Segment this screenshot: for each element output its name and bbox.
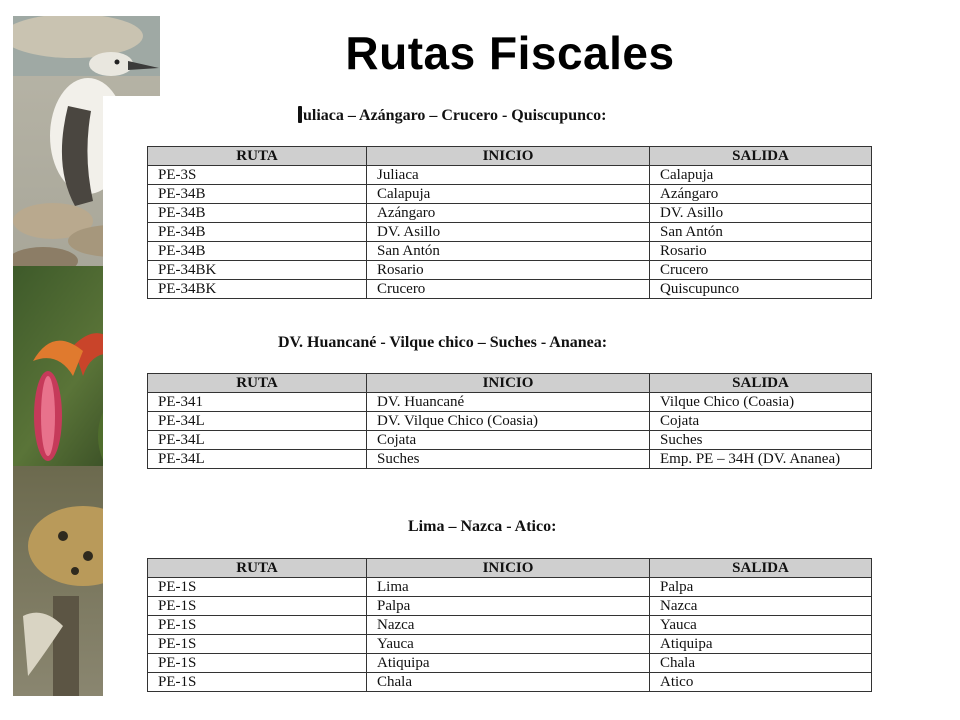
column-header-ruta: RUTA: [148, 147, 367, 166]
cell-ruta: PE-1S: [148, 635, 367, 654]
cell-ruta: PE-34B: [148, 204, 367, 223]
cell-inicio: Rosario: [367, 261, 650, 280]
cell-salida: San Antón: [650, 223, 872, 242]
cell-inicio: Atiquipa: [367, 654, 650, 673]
cell-ruta: PE-34L: [148, 412, 367, 431]
cell-salida: Calapuja: [650, 166, 872, 185]
cell-inicio: Crucero: [367, 280, 650, 299]
cell-ruta: PE-1S: [148, 578, 367, 597]
route-table-lima: [147, 558, 872, 692]
cell-inicio: Yauca: [367, 635, 650, 654]
text-cursor-icon: [298, 106, 302, 123]
cell-salida: Vilque Chico (Coasia): [650, 393, 872, 412]
column-header-inicio: INICIO: [367, 374, 650, 393]
page-title: Rutas Fiscales: [345, 27, 675, 79]
table-row: [148, 616, 872, 635]
cell-salida: DV. Asillo: [650, 204, 872, 223]
cell-salida: Palpa: [650, 578, 872, 597]
cell-ruta: PE-3S: [148, 166, 367, 185]
section-heading-huancane: DV. Huancané - Vilque chico – Suches - Ananea:: [278, 334, 608, 351]
table-row: [148, 166, 872, 185]
table-row: [148, 204, 872, 223]
cell-inicio: Palpa: [367, 597, 650, 616]
cell-inicio: Chala: [367, 673, 650, 692]
table-row: [148, 597, 872, 616]
column-header-salida: SALIDA: [650, 147, 872, 166]
route-table-huancane: [147, 373, 872, 469]
table-row: [148, 280, 872, 299]
cell-ruta: PE-34BK: [148, 280, 367, 299]
cell-ruta: PE-34L: [148, 431, 367, 450]
table-header-row: [148, 559, 872, 578]
column-header-ruta: RUTA: [148, 559, 367, 578]
section-heading-text: uliaca – Azángaro – Crucero - Quiscupunco:: [303, 107, 607, 124]
cell-inicio: DV. Huancané: [367, 393, 650, 412]
table-row: [148, 578, 872, 597]
cell-salida: Crucero: [650, 261, 872, 280]
cell-ruta: PE-34BK: [148, 261, 367, 280]
cell-salida: Nazca: [650, 597, 872, 616]
section-heading-lima: Lima – Nazca - Atico:: [408, 518, 557, 535]
table-row: [148, 393, 872, 412]
cell-salida: Atiquipa: [650, 635, 872, 654]
column-header-salida: SALIDA: [650, 559, 872, 578]
table-row: [148, 261, 872, 280]
cell-salida: Yauca: [650, 616, 872, 635]
table-row: [148, 654, 872, 673]
column-header-salida: SALIDA: [650, 374, 872, 393]
cell-ruta: PE-34B: [148, 242, 367, 261]
nature-photo-strip: [13, 16, 160, 696]
cell-ruta: PE-1S: [148, 597, 367, 616]
section-heading-juliaca: [298, 106, 606, 125]
cell-ruta: PE-34B: [148, 223, 367, 242]
column-header-inicio: INICIO: [367, 559, 650, 578]
cell-salida: Chala: [650, 654, 872, 673]
cell-ruta: PE-1S: [148, 616, 367, 635]
cell-inicio: Calapuja: [367, 185, 650, 204]
cell-inicio: Juliaca: [367, 166, 650, 185]
cell-inicio: DV. Asillo: [367, 223, 650, 242]
table-header-row: [148, 147, 872, 166]
cell-salida: Suches: [650, 431, 872, 450]
table-row: [148, 673, 872, 692]
cell-inicio: Lima: [367, 578, 650, 597]
table-row: [148, 185, 872, 204]
table-row: [148, 450, 872, 469]
column-header-inicio: INICIO: [367, 147, 650, 166]
table-row: [148, 412, 872, 431]
cell-inicio: San Antón: [367, 242, 650, 261]
cell-ruta: PE-1S: [148, 654, 367, 673]
table-header-row: [148, 374, 872, 393]
cell-inicio: DV. Vilque Chico (Coasia): [367, 412, 650, 431]
cell-salida: Quiscupunco: [650, 280, 872, 299]
cell-ruta: PE-1S: [148, 673, 367, 692]
cell-ruta: PE-34B: [148, 185, 367, 204]
cell-salida: Rosario: [650, 242, 872, 261]
table-row: [148, 223, 872, 242]
cell-salida: Cojata: [650, 412, 872, 431]
cell-salida: Azángaro: [650, 185, 872, 204]
cell-salida: Emp. PE – 34H (DV. Ananea): [650, 450, 872, 469]
table-row: [148, 242, 872, 261]
cell-inicio: Suches: [367, 450, 650, 469]
cell-ruta: PE-341: [148, 393, 367, 412]
table-row: [148, 431, 872, 450]
cell-inicio: Azángaro: [367, 204, 650, 223]
table-row: [148, 635, 872, 654]
cell-ruta: PE-34L: [148, 450, 367, 469]
route-table-juliaca: [147, 146, 872, 299]
cell-salida: Atico: [650, 673, 872, 692]
column-header-ruta: RUTA: [148, 374, 367, 393]
cell-inicio: Nazca: [367, 616, 650, 635]
cell-inicio: Cojata: [367, 431, 650, 450]
